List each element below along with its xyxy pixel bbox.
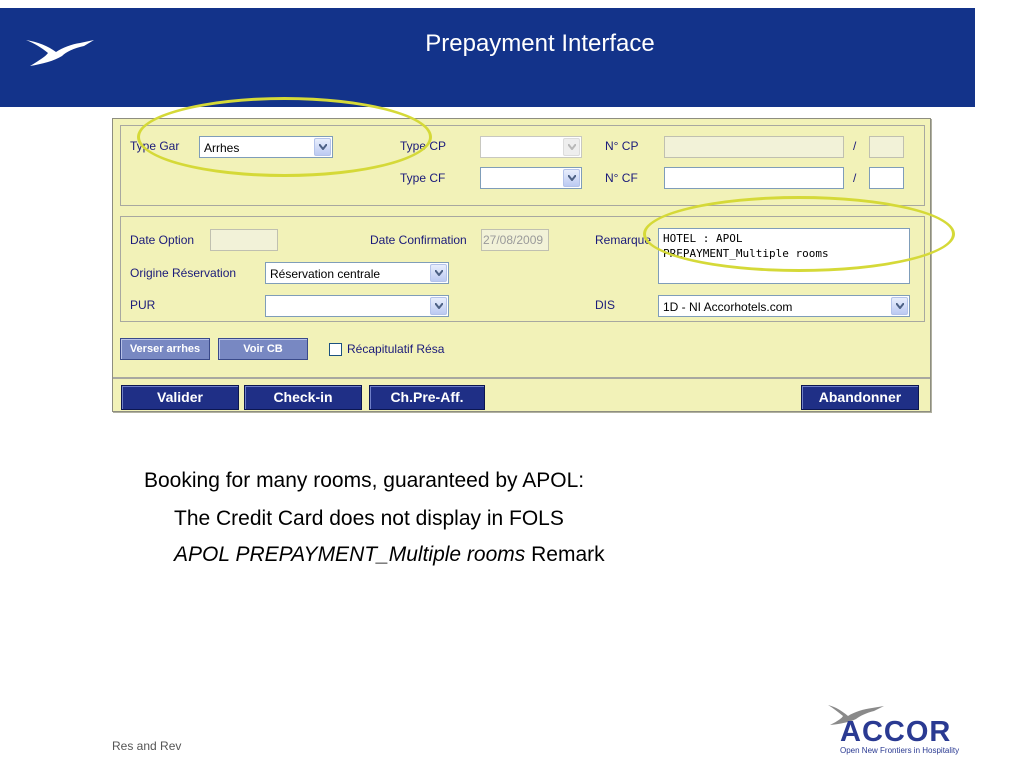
type-cf-select[interactable]: [480, 167, 582, 189]
remarque-textarea[interactable]: HOTEL : APOL PREPAYMENT_Multiple rooms: [658, 228, 910, 284]
chevron-down-icon[interactable]: [430, 297, 447, 315]
date-option-field[interactable]: [210, 229, 278, 251]
body-line-1: Booking for many rooms, guaranteed by APOL:: [144, 469, 585, 492]
n-cp-suffix-field[interactable]: [869, 136, 904, 158]
remarque-label: Remarque: [595, 233, 652, 247]
origine-reservation-label: Origine Réservation: [130, 266, 237, 280]
highlight-remarque: [643, 196, 955, 272]
ch-pre-aff-button[interactable]: Ch.Pre-Aff.: [369, 385, 485, 410]
date-confirmation-field[interactable]: 27/08/2009: [481, 229, 549, 251]
n-cp-slash: /: [853, 139, 857, 153]
valider-button[interactable]: Valider: [121, 385, 239, 410]
footer-text: Res and Rev: [112, 739, 182, 753]
voir-cb-button[interactable]: Voir CB: [218, 338, 308, 360]
remark-word: Remark: [531, 543, 605, 566]
recap-resa-label: Récapitulatif Résa: [347, 342, 445, 356]
date-confirmation-label: Date Confirmation: [370, 233, 467, 247]
abandonner-button[interactable]: Abandonner: [801, 385, 919, 410]
type-cp-label: Type CP: [400, 139, 447, 153]
n-cp-field[interactable]: [664, 136, 844, 158]
slide-title: Prepayment Interface: [425, 30, 655, 57]
body-line-3: [174, 543, 605, 567]
dis-label: DIS: [595, 298, 616, 312]
chevron-down-icon[interactable]: [563, 138, 580, 156]
remark-name: APOL PREPAYMENT_Multiple rooms: [174, 543, 526, 566]
n-cf-label: N° CF: [605, 171, 638, 185]
accor-logo: [826, 702, 976, 758]
check-in-button[interactable]: Check-in: [244, 385, 362, 410]
action-bar-divider: [113, 377, 930, 379]
chevron-down-icon[interactable]: [891, 297, 908, 315]
slide-header: [0, 8, 975, 107]
type-gar-label: Type Gar: [130, 139, 180, 153]
pur-select[interactable]: [265, 295, 449, 317]
n-cf-slash: /: [853, 171, 857, 185]
origine-reservation-select[interactable]: [265, 262, 449, 284]
n-cf-field[interactable]: [664, 167, 844, 189]
body-line-2: The Credit Card does not display in FOLS: [174, 507, 564, 530]
accor-brand: ACCOR: [840, 716, 952, 748]
highlight-type-gar: [137, 97, 432, 177]
accor-tagline: Open New Frontiers in Hospitality: [840, 746, 960, 755]
type-cf-label: Type CF: [400, 171, 446, 185]
recap-resa-checkbox[interactable]: [329, 343, 342, 356]
dis-select[interactable]: [658, 295, 910, 317]
dis-value: 1D - NI Accorhotels.com: [663, 300, 793, 314]
chevron-down-icon[interactable]: [430, 264, 447, 282]
chevron-down-icon[interactable]: [563, 169, 580, 187]
verser-arrhes-button[interactable]: Verser arrhes: [120, 338, 210, 360]
type-cp-select[interactable]: [480, 136, 582, 158]
type-gar-value: Arrhes: [204, 141, 240, 155]
n-cp-label: N° CP: [605, 139, 639, 153]
origine-reservation-value: Réservation centrale: [270, 267, 381, 281]
date-option-label: Date Option: [130, 233, 195, 247]
n-cf-suffix-field[interactable]: [869, 167, 904, 189]
pur-label: PUR: [130, 298, 156, 312]
